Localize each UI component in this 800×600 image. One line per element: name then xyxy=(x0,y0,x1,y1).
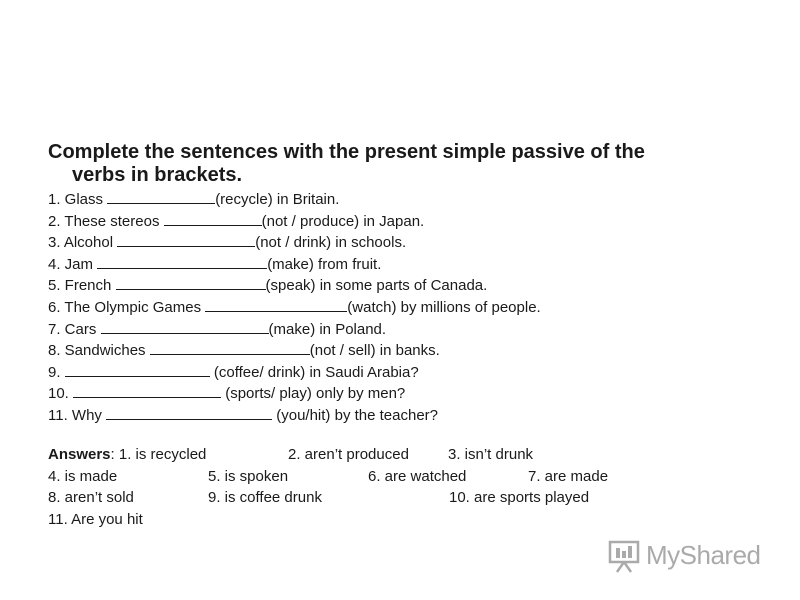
myshared-watermark xyxy=(606,536,776,576)
answers-heading: Answers xyxy=(48,446,111,463)
answer-10: 10. are sports played xyxy=(449,489,590,507)
sentence-11 xyxy=(48,405,541,427)
sentence-text: 11. Why xyxy=(48,406,107,424)
sentence-text: 8. Sandwiches xyxy=(48,342,150,360)
sentence-3 xyxy=(48,232,541,254)
answer-6: 6. are watched xyxy=(368,467,467,485)
answer-blank xyxy=(116,276,266,290)
answer-blank xyxy=(73,384,221,398)
answer-9: 9. is coffee drunk xyxy=(208,489,322,507)
answer-key xyxy=(48,444,768,530)
answer-blank xyxy=(205,298,347,312)
sentence-8 xyxy=(48,340,541,362)
sentence-7 xyxy=(48,319,541,341)
sentence-10 xyxy=(48,383,541,405)
sentence-1 xyxy=(48,189,541,211)
sentence-text: 2. These stereos xyxy=(48,212,164,230)
sentence-text: (recycle) in Britain. xyxy=(215,191,340,208)
answer-row xyxy=(48,444,768,466)
answer-11: 11. Are you hit xyxy=(48,510,143,528)
answer-blank xyxy=(164,212,262,226)
sentence-text: 7. Cars xyxy=(48,320,101,338)
answer-4: 4. is made xyxy=(48,467,118,485)
sentence-text: 9. xyxy=(48,363,65,381)
sentence-6 xyxy=(48,297,541,319)
sentence-text: (you/hit) by the teacher? xyxy=(272,406,439,424)
answer-1: : 1. is recycled xyxy=(110,446,207,463)
answer-blank xyxy=(107,190,215,204)
sentence-text: (sports/ play) only by men? xyxy=(221,385,406,403)
answer-7: 7. are made xyxy=(528,467,609,485)
title-line-1: Complete the sentences with the present simple passive of the xyxy=(48,141,645,163)
answer-5: 5. is spoken xyxy=(208,467,289,485)
answer-row xyxy=(48,509,768,531)
answer-row xyxy=(48,487,768,509)
answer-row xyxy=(48,466,768,488)
sentence-text: 3. Alcohol xyxy=(48,234,118,252)
sentence-text: 1. Glass xyxy=(48,191,108,208)
answer-8: 8. aren’t sold xyxy=(48,489,134,507)
sentence-text: (make) from fruit. xyxy=(267,255,382,273)
sentence-2 xyxy=(48,211,541,233)
presentation-board-icon xyxy=(606,538,642,574)
sentence-5 xyxy=(48,275,541,297)
sentence-text: 10. xyxy=(48,385,74,403)
sentence-text: (make) in Poland. xyxy=(268,320,387,338)
sentence-text: 6. The Olympic Games xyxy=(48,298,206,316)
answer-blank xyxy=(117,233,255,247)
answer-blank xyxy=(65,363,210,377)
watermark-text: MyShared xyxy=(646,540,761,570)
sentence-text: 5. French xyxy=(48,277,116,295)
sentence-text: 4. Jam xyxy=(48,255,98,273)
answer-blank xyxy=(101,320,269,334)
sentence-text: (not / produce) in Japan. xyxy=(261,212,425,230)
answer-blank xyxy=(97,255,267,269)
exercise-title xyxy=(48,141,748,187)
sentence-list xyxy=(48,189,541,427)
sentence-9 xyxy=(48,362,541,384)
answer-blank xyxy=(106,406,272,420)
sentence-4 xyxy=(48,254,541,276)
sentence-text: (coffee/ drink) in Saudi Arabia? xyxy=(209,363,419,381)
answer-2: 2. aren’t produced xyxy=(288,446,409,463)
answer-3: 3. isn’t drunk xyxy=(448,446,534,463)
sentence-text: (not / drink) in schools. xyxy=(255,234,407,252)
answer-blank xyxy=(150,341,310,355)
sentence-text: (speak) in some parts of Canada. xyxy=(265,277,488,295)
sentence-text: (not / sell) in banks. xyxy=(309,342,440,360)
sentence-text: (watch) by millions of people. xyxy=(347,298,541,316)
title-line-2: verbs in brackets. xyxy=(72,164,243,186)
